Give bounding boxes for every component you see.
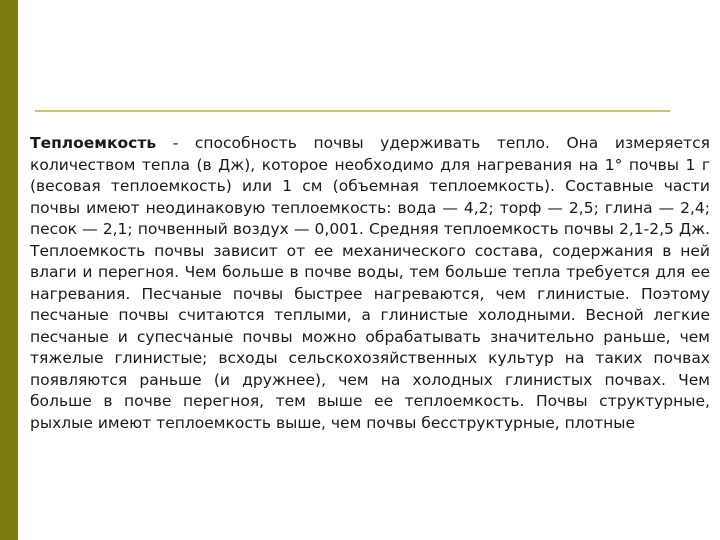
side-accent-bar — [0, 0, 18, 540]
term-heading: Теплоемкость — [30, 134, 157, 152]
body-paragraph — [30, 133, 710, 434]
definition-text: - способность почвы удерживать тепло. Она измеряется количеством тепла (в Дж), которое необходимо для нагревания на 1° почвы 1 г (весовая теплоемкость) или 1 см (объемная теплоемкость). Составные части почвы имеют неодинаковую теплоемкость: вода — 4,2; торф — 2,5; глина — 2,4; песок — 2,1; почвенный воздух — 0,001. Средняя теплоемкость почвы 2,1-2,5 Дж. Теплоемкость почвы зависит от ее механического состава, содержания в ней влаги и перегноя. Чем больше в почве воды, тем больше тепла требуется для ее нагревания. Песчаные почвы быстрее нагреваются, чем глинистые. Поэтому песчаные почвы считаются теплыми, а глинистые холодными. Весной легкие песчаные и супесчаные почвы можно обрабатывать значительно раньше, чем тяжелые глинистые; всходы сельскохозяйственных культур на таких почвах появляются раньше (и дружнее), чем на холодных глинистых почвах. Чем больше в почве перегноя, тем выше ее теплоемкость. Почвы структурные, рыхлые имеют теплоемкость выше, чем почвы бесструктурные, плотные — [30, 134, 710, 432]
title-divider-line — [35, 110, 670, 112]
